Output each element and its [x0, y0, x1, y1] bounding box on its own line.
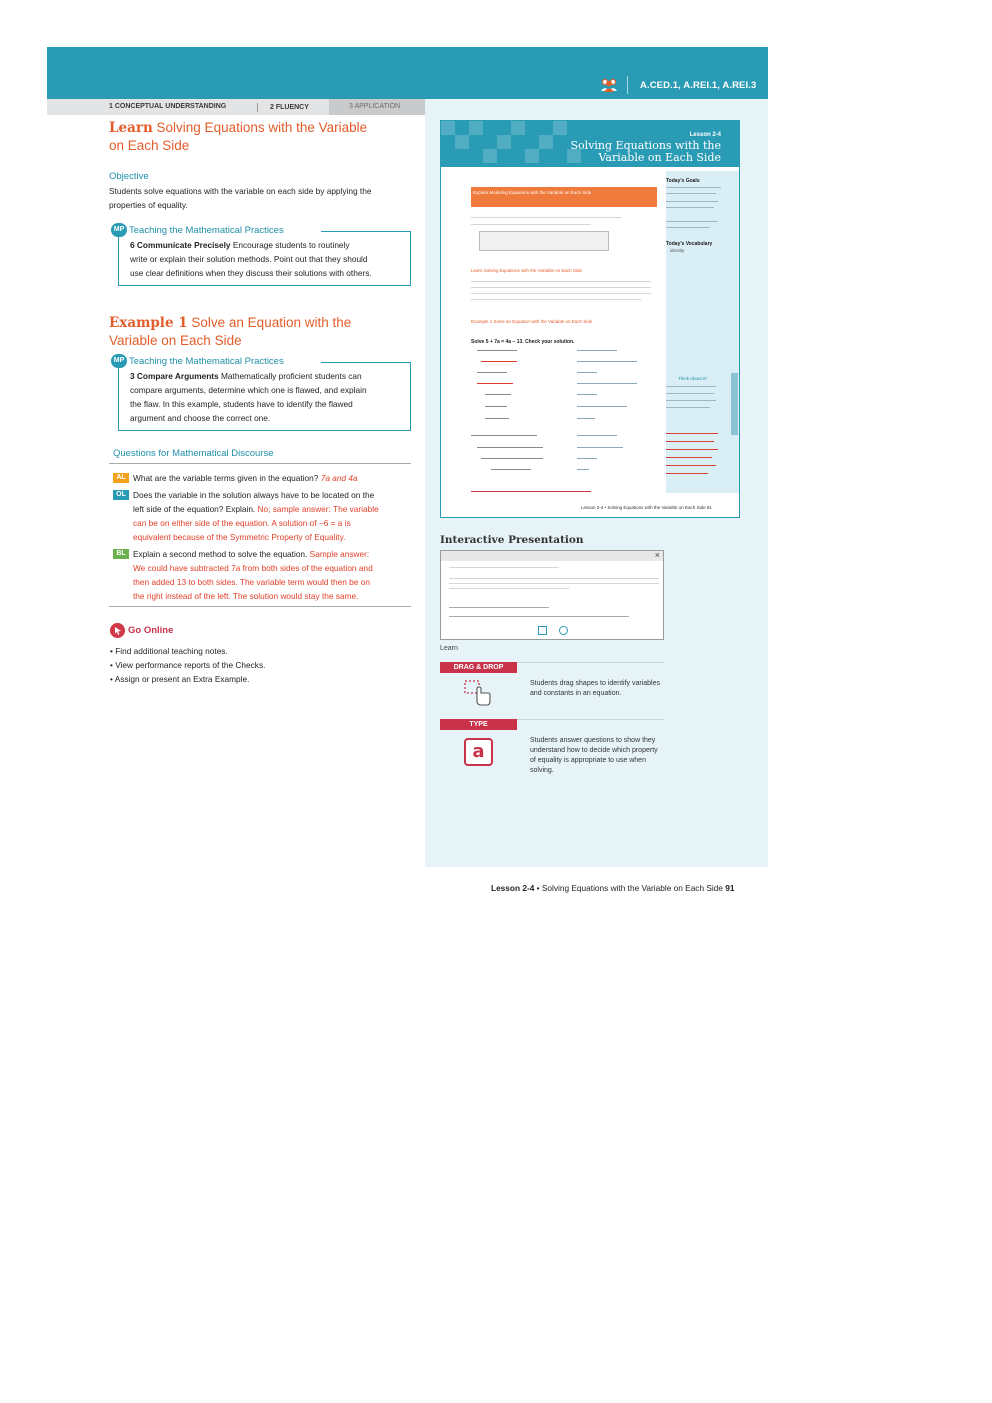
drag-drop-badge: DRAG & DROP — [440, 662, 517, 673]
footer-bullet: • — [534, 883, 542, 893]
type-line-1: Students answer questions to show they — [530, 737, 656, 744]
mp2-line-2: compare arguments, determine which one is flawed, and explain — [130, 385, 367, 395]
group-icon — [600, 78, 618, 92]
mp1-text — [130, 238, 405, 280]
drag-drop-line-2: and constants in an equation. — [530, 690, 622, 697]
discourse-rule-bottom — [109, 606, 411, 607]
refresh-icon[interactable] — [559, 626, 568, 635]
standards-divider — [627, 76, 628, 94]
footer-lesson: Lesson 2-4 — [491, 883, 535, 893]
mp2-line-4: argument and choose the correct one. — [130, 413, 271, 423]
go-online-list — [110, 644, 265, 686]
question-2-answer-3: equivalent because of the Symmetric Property of Equality. — [133, 532, 346, 542]
question-1-answer: 7a and 4a — [320, 473, 358, 483]
al-badge: AL — [113, 473, 129, 483]
mp-icon: MP — [111, 354, 127, 368]
type-badge: TYPE — [440, 719, 517, 730]
thumbnail-title-1: Solving Equations with the — [570, 139, 721, 152]
example-title-2: Variable on Each Side — [109, 333, 242, 348]
question-3-text-1: Explain a second method to solve the equation. — [133, 549, 308, 559]
type-line-3: of equality is appropriate to use when — [530, 757, 646, 764]
interactive-window[interactable] — [440, 550, 664, 640]
thumbnail-explore-bar — [471, 187, 657, 207]
interactive-heading: Interactive Presentation — [440, 534, 584, 546]
type-icon: a — [464, 738, 493, 766]
thumbnail-lesson: Lesson 2-4 — [689, 132, 721, 138]
question-1-text: What are the variable terms given in the equation? — [133, 473, 319, 483]
drag-drop-icon — [463, 679, 493, 707]
interactive-titlebar — [441, 551, 663, 561]
question-3-answer-3: the right instead of the left. The solution would stay the same. — [133, 591, 359, 601]
rigor-tabs — [47, 99, 425, 115]
thumbnail-title — [571, 140, 721, 164]
student-page-thumbnail — [440, 120, 740, 518]
question-2-answer-2: can be on either side of the equation. A solution of −6 = a is — [133, 518, 351, 528]
discourse-rule-top — [109, 463, 411, 464]
square-icon[interactable] — [538, 626, 547, 635]
mp2-line-1: Mathematically proficient students can — [221, 371, 362, 381]
learn-title-2: on Each Side — [109, 138, 190, 153]
header-band — [47, 47, 768, 99]
thumbnail-sidebar — [666, 171, 739, 493]
mp2-lead: 3 Compare Arguments — [130, 371, 219, 381]
mp1-line-2: write or explain their solution methods. Point out that they should — [130, 254, 368, 264]
standards-label: A.CED.1, A.REI.1, A.REI.3 — [640, 80, 757, 91]
mp2-text — [130, 369, 405, 425]
objective-heading: Objective — [109, 171, 149, 182]
mp2-line-3: the flaw. In this example, students have to identify the flawed — [130, 399, 353, 409]
thumbnail-header — [441, 121, 739, 167]
question-1 — [133, 471, 411, 485]
go-online-item[interactable]: • Find additional teaching notes. — [110, 646, 228, 656]
close-icon[interactable]: × — [654, 550, 660, 560]
mp1-line-3: use clear definitions when they discuss their solutions with others. — [130, 268, 372, 278]
go-online-item[interactable]: • Assign or present an Extra Example. — [110, 674, 250, 684]
drag-drop-description — [530, 679, 664, 699]
type-line-4: solving. — [530, 767, 554, 774]
thumbnail-learn: Learn Solving Equations with the Variable on Each Side — [471, 268, 582, 273]
learn-heading — [109, 119, 411, 154]
drag-drop-line-1: Students drag shapes to identify variables — [530, 680, 660, 687]
thumbnail-title-2: Variable on Each Side — [598, 151, 721, 164]
thumbnail-think: Think About It! — [678, 376, 707, 381]
question-2-text-1: Does the variable in the solution always have to be located on the — [133, 490, 375, 500]
tab-application: 3 APPLICATION — [329, 99, 425, 115]
type-description — [530, 736, 664, 776]
question-2-text-2: left side of the equation? Explain. — [133, 504, 256, 514]
thumbnail-solve: Solve 5 + 7a = 4a − 13. Check your solution. — [471, 339, 575, 345]
objective-line-1: Students solve equations with the variable on each side by applying the — [109, 186, 372, 196]
go-online-heading: Go Online — [128, 625, 174, 636]
learn-label-small: Learn — [440, 645, 458, 652]
type-line-2: understand how to decide which property — [530, 747, 658, 754]
mp-icon: MP — [111, 223, 127, 237]
page-footer — [491, 883, 735, 893]
discourse-heading: Questions for Mathematical Discourse — [113, 448, 274, 459]
footer-title: Solving Equations with the Variable on Each Side — [541, 883, 723, 893]
thumbnail-explore: Explore Modeling Equations with the Variable on Each Side — [473, 190, 592, 195]
ol-badge: OL — [113, 490, 129, 500]
thumbnail-goals: Today's Goals — [666, 178, 700, 184]
thumbnail-vocab-heading: Today's Vocabulary — [666, 241, 713, 247]
mp1-line-1: Encourage students to routinely — [232, 240, 350, 250]
mp1-lead: 6 Communicate Precisely — [130, 240, 231, 250]
tab-conceptual: 1 CONCEPTUAL UNDERSTANDING — [109, 103, 227, 110]
objective-line-2: properties of equality. — [109, 200, 188, 210]
mp2-heading: Teaching the Mathematical Practices — [129, 356, 284, 367]
objective-text — [109, 184, 411, 212]
page-number: 91 — [725, 883, 735, 893]
question-2-answer-1: No; sample answer: The variable — [257, 504, 379, 514]
example-title-1: Solve an Equation with the — [191, 315, 352, 330]
example-label: Example 1 — [109, 315, 188, 331]
go-online-item[interactable]: • View performance reports of the Checks. — [110, 660, 266, 670]
tab-fluency: 2 FLUENCY — [257, 103, 329, 112]
question-3 — [133, 547, 411, 603]
example-heading — [109, 314, 411, 349]
learn-label: Learn — [109, 120, 153, 136]
question-3-answer-1: We could have subtracted 7a from both sides of the equation and — [133, 563, 373, 573]
question-3-answer-2: then added 13 to both sides. The variable term would then be on — [133, 577, 370, 587]
cursor-icon — [110, 623, 125, 638]
thumbnail-vocab: identity — [670, 248, 685, 253]
question-2 — [133, 488, 411, 544]
mp1-heading: Teaching the Mathematical Practices — [129, 225, 284, 236]
thumbnail-example: Example 1 Solve an Equation with the Variable on Each Side — [471, 319, 593, 324]
question-3-answer-0: Sample answer: — [309, 549, 370, 559]
thumbnail-footer: Lesson 2-4 • Solving Equations with the Variable on Each Side 91 — [581, 505, 712, 510]
learn-title-1: Solving Equations with the Variable — [156, 120, 368, 135]
bl-badge: BL — [113, 549, 129, 559]
